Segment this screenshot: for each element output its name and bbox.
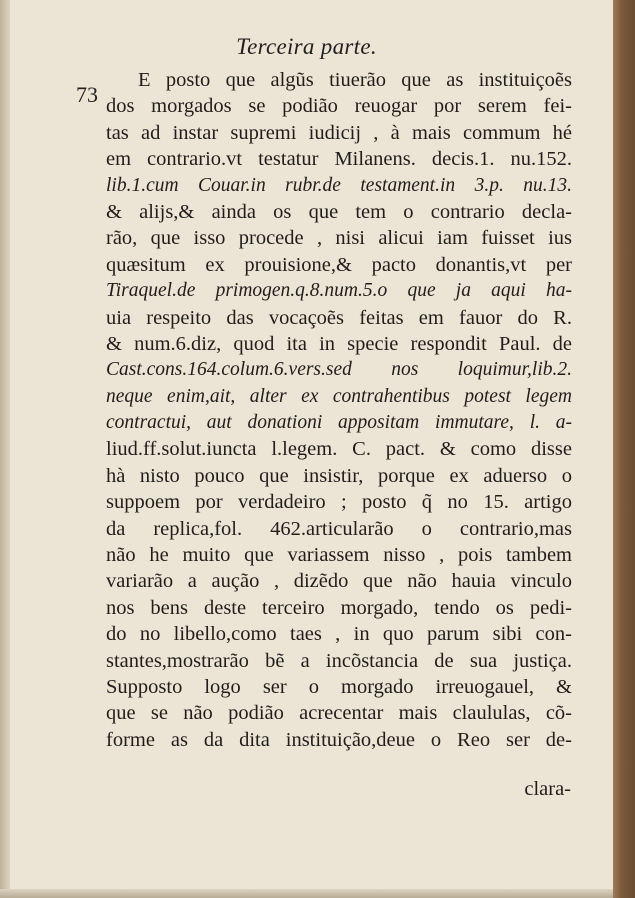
- page-gutter-shadow: [0, 0, 10, 898]
- text-line: tas ad instar supremi iudicij , à mais commum hé: [106, 121, 572, 144]
- running-head: Terceira parte.: [236, 34, 377, 59]
- text-line: lib.1.cum Couar.in rubr.de testament.in 3.p. nu.13.: [106, 174, 572, 196]
- text-line: Tiraquel.de primogen.q.8.num.5.o que ja aqui ha-: [106, 280, 572, 302]
- text-line: uia respeito das vocaçoẽs feitas em fauor do R.: [106, 306, 572, 329]
- page-bottom-edge: [0, 889, 613, 898]
- text-line: da replica,fol. 462.articularão o contrario,mas: [106, 517, 572, 540]
- text-line: dos morgados se podião reuogar por serem fei-: [106, 95, 572, 118]
- folio-number: 73: [76, 82, 98, 107]
- text-line: Supposto logo ser o morgado irreuogauel, &: [106, 675, 572, 698]
- binding-board-edge: [613, 0, 635, 898]
- text-line: em contrario.vt testatur Milanens. decis.1. nu.152.: [106, 148, 572, 171]
- text-line: nos bens deste terceiro morgado, tendo os pedi-: [106, 596, 572, 619]
- text-line: Cast.cons.164.colum.6.vers.sed nos loquimur,lib.2.: [106, 359, 572, 381]
- text-line: stantes,mostrarão bẽ a incõstancia de sua justiça.: [106, 649, 572, 672]
- text-line: E posto que algũs tiuerão que as instituiçoẽs: [138, 69, 572, 91]
- text-line: neque enim,ait, alter ex contrahentibus potest legem: [106, 385, 572, 407]
- text-line: liud.ff.solut.iuncta l.legem. C. pact. & como disse: [106, 438, 572, 461]
- text-line: variarão a aução , dizẽdo que não hauia vinculo: [106, 570, 572, 593]
- text-line: hà nisto pouco que insistir, porque ex aduerso o: [106, 464, 572, 487]
- text-line: não he muito que variassem nisso , pois tambem: [106, 544, 572, 567]
- text-line: & num.6.diz, quod ita in specie respondit Paul. de: [106, 332, 572, 355]
- text-line: contractui, aut donationi appositam immutare, l. a-: [106, 412, 572, 434]
- text-line: quæsitum ex prouisione,& pacto donantis,vt per: [106, 253, 572, 276]
- text-line: forme as da dita instituição,deue o Reo ser de-: [106, 728, 572, 751]
- text-line: & alijs,& ainda os que tem o contrario decla-: [106, 200, 572, 223]
- catchword: clara-: [524, 778, 571, 800]
- text-line: suppoem por verdadeiro ; posto q̃ no 15. artigo: [106, 491, 572, 514]
- text-line: que se não podião acrecentar mais claululas, cõ-: [106, 702, 572, 725]
- text-line: do no libello,como taes , in quo parum sibi con-: [106, 623, 572, 646]
- body-text: [106, 67, 572, 753]
- text-line: rão, que isso procede , nisi alicui iam fuisset ius: [106, 227, 572, 250]
